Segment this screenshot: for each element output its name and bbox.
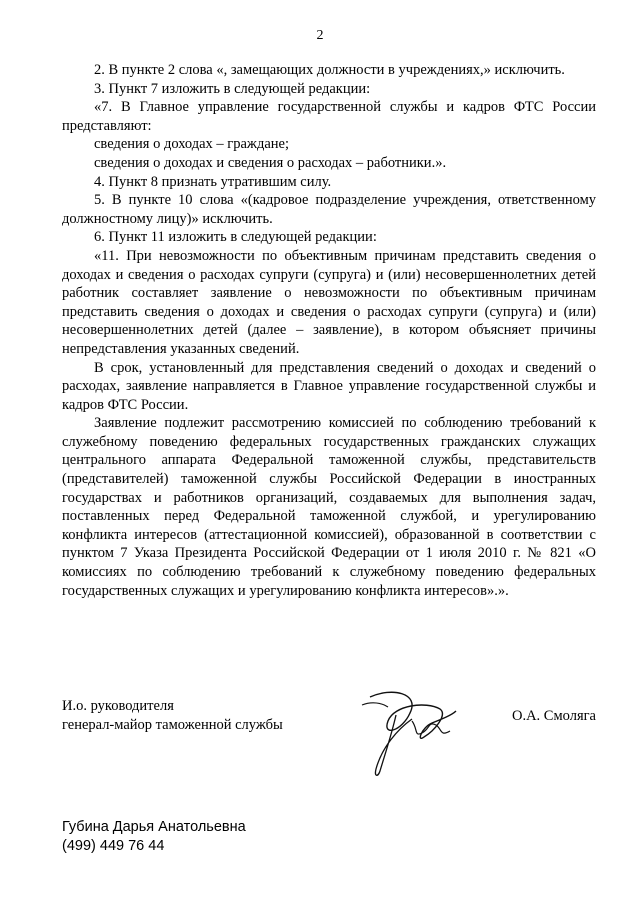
position-line-2: генерал-майор таможенной службы (62, 717, 283, 733)
paragraph-item-3: 3. Пункт 7 изложить в следующей редакции: (94, 80, 371, 97)
paragraph-quote-11: «11. При невозможности по объективным причинам представить сведения о доходах и сведения о расходах супруги (супруга) и (или) несовершеннолетних детей работник составляет заявление о невозможности по объективным причинам представить сведения о доходах и сведения о расходах супруги (супруга) и (или) несовершеннолетних детей (далее – заявление), в котором объясняет причины непредставления указанных сведений. (62, 247, 596, 357)
paragraph-deadline: В срок, установленный для представления сведений о доходах и сведений о расходах, заявление направляется в Главное управление государственной службы и кадров ФТС России. (62, 359, 596, 413)
executor-phone: (499) 449 76 44 (62, 838, 165, 854)
paragraph-income-citizens: сведения о доходах – граждане; (94, 136, 289, 153)
paragraph-income-workers: сведения о доходах и сведения о расходах – работники.». (94, 154, 447, 171)
signatory-name: О.А. Смоляга (511, 708, 596, 724)
signature-block (62, 697, 596, 787)
page-number: 2 (316, 28, 324, 43)
paragraph-item-5: 5. В пункте 10 слова «(кадровое подразделение учреждения, ответственному должностному лицу)» исключить. (62, 192, 596, 227)
paragraph-item-2: 2. В пункте 2 слова «, замещающих должности в учреждениях,» исключить. (94, 62, 565, 78)
paragraph-quote-7: «7. В Главное управление государственной службы и кадров ФТС России представляют: (62, 99, 596, 134)
paragraph-item-4: 4. Пункт 8 признать утратившим силу. (94, 173, 332, 190)
handwritten-signature (352, 685, 462, 780)
paragraph-item-6: 6. Пункт 11 изложить в следующей редакции: (94, 229, 377, 246)
document-body (62, 61, 596, 600)
signatory-position (62, 697, 283, 735)
executor-block (62, 818, 246, 856)
executor-name: Губина Дарья Анатольевна (62, 819, 246, 835)
paragraph-commission: Заявление подлежит рассмотрению комиссией по соблюдению требований к служебному поведению федеральных государственных гражданских служащих центрального аппарата Федеральной таможенной службы, представительств (представителей) таможенной службы Российской Федерации в иностранных государствах и работников организаций, создаваемых для выполнения задач, поставленных перед Федеральной таможенной службой, и урегулированию конфликта интересов (аттестационной комиссией), образованной в соответствии с пунктом 7 Указа Президента Российской Федерации от 1 июля 2010 г. № 821 «О комиссиях по соблюдению требований к служебному поведению федеральных государственных служащих и урегулированию конфликта интересов».». (62, 415, 596, 599)
position-line-1: И.о. руководителя (62, 698, 174, 714)
